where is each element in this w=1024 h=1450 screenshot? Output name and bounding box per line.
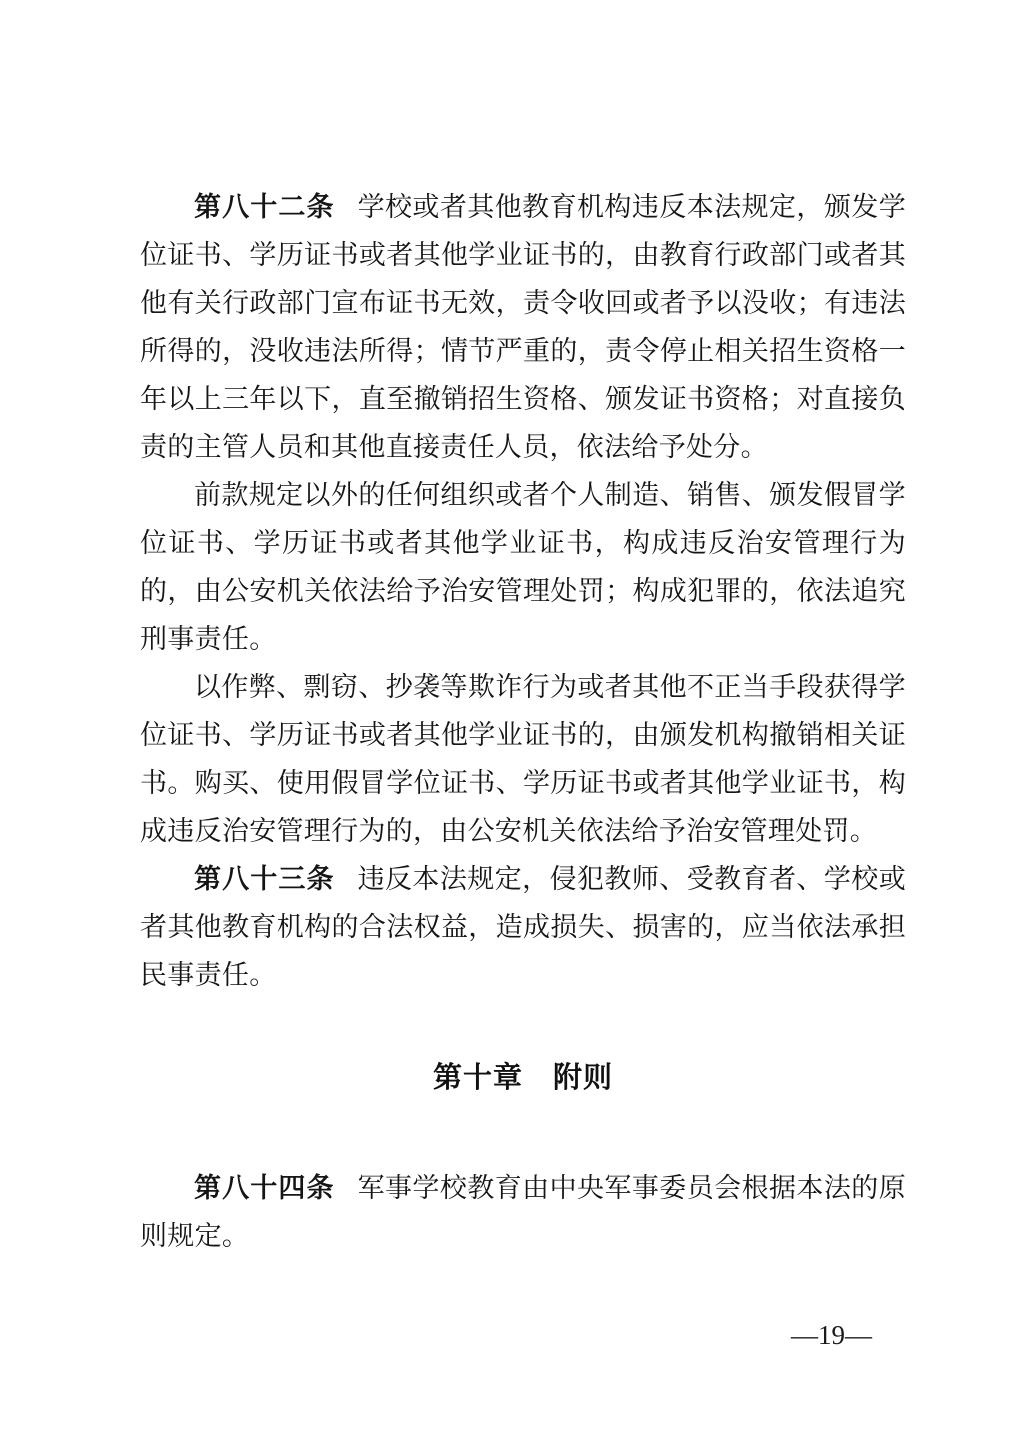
paragraph-text: 以作弊、剽窃、抄袭等欺诈行为或者其他不正当手段获得学位证书、学历证书或者其他学业证书的，由颁发机构撤销相关证书。购买、使用假冒学位证书、学历证书或者其他学业证书，构成违反治安管理行为的，由公安机关依法给予治安管理处罚。: [140, 672, 906, 846]
chapter-heading: [140, 1054, 906, 1102]
article-number: 第八十三条: [194, 864, 335, 894]
paragraph-text: 前款规定以外的任何组织或者个人制造、销售、颁发假冒学位证书、学历证书或者其他学业证书，构成违反治安管理行为的，由公安机关依法给予治安管理处罚；构成犯罪的，依法追究刑事责任。: [140, 480, 906, 654]
paragraph: [140, 855, 906, 999]
chapter-heading-text: 第十章 附则: [432, 1062, 613, 1094]
article-number: 第八十四条: [194, 1173, 335, 1203]
paragraph-text: 违反本法规定，侵犯教师、受教育者、学校或者其他教育机构的合法权益，造成损失、损害的，应当依法承担民事责任。: [140, 864, 907, 990]
paragraph: [140, 663, 906, 855]
article-number: 第八十二条: [194, 192, 335, 222]
paragraph: [140, 183, 906, 471]
page-number: —19—: [791, 1320, 872, 1350]
paragraph-text: 军事学校教育由中央军事委员会根据本法的原则规定。: [140, 1173, 907, 1251]
paragraph-text: 学校或者其他教育机构违反本法规定，颁发学位证书、学历证书或者其他学业证书的，由教育行政部门或者其他有关行政部门宣布证书无效，责令收回或者予以没收；有违法所得的，没收违法所得；情节严重的，责令停止相关招生资格一年以上三年以下，直至撤销招生资格、颁发证书资格；对直接负责的主管人员和其他直接责任人员，依法给予处分。: [140, 192, 907, 462]
paragraph: [140, 471, 906, 663]
paragraph: [140, 1164, 906, 1260]
document-body: [140, 183, 906, 1260]
